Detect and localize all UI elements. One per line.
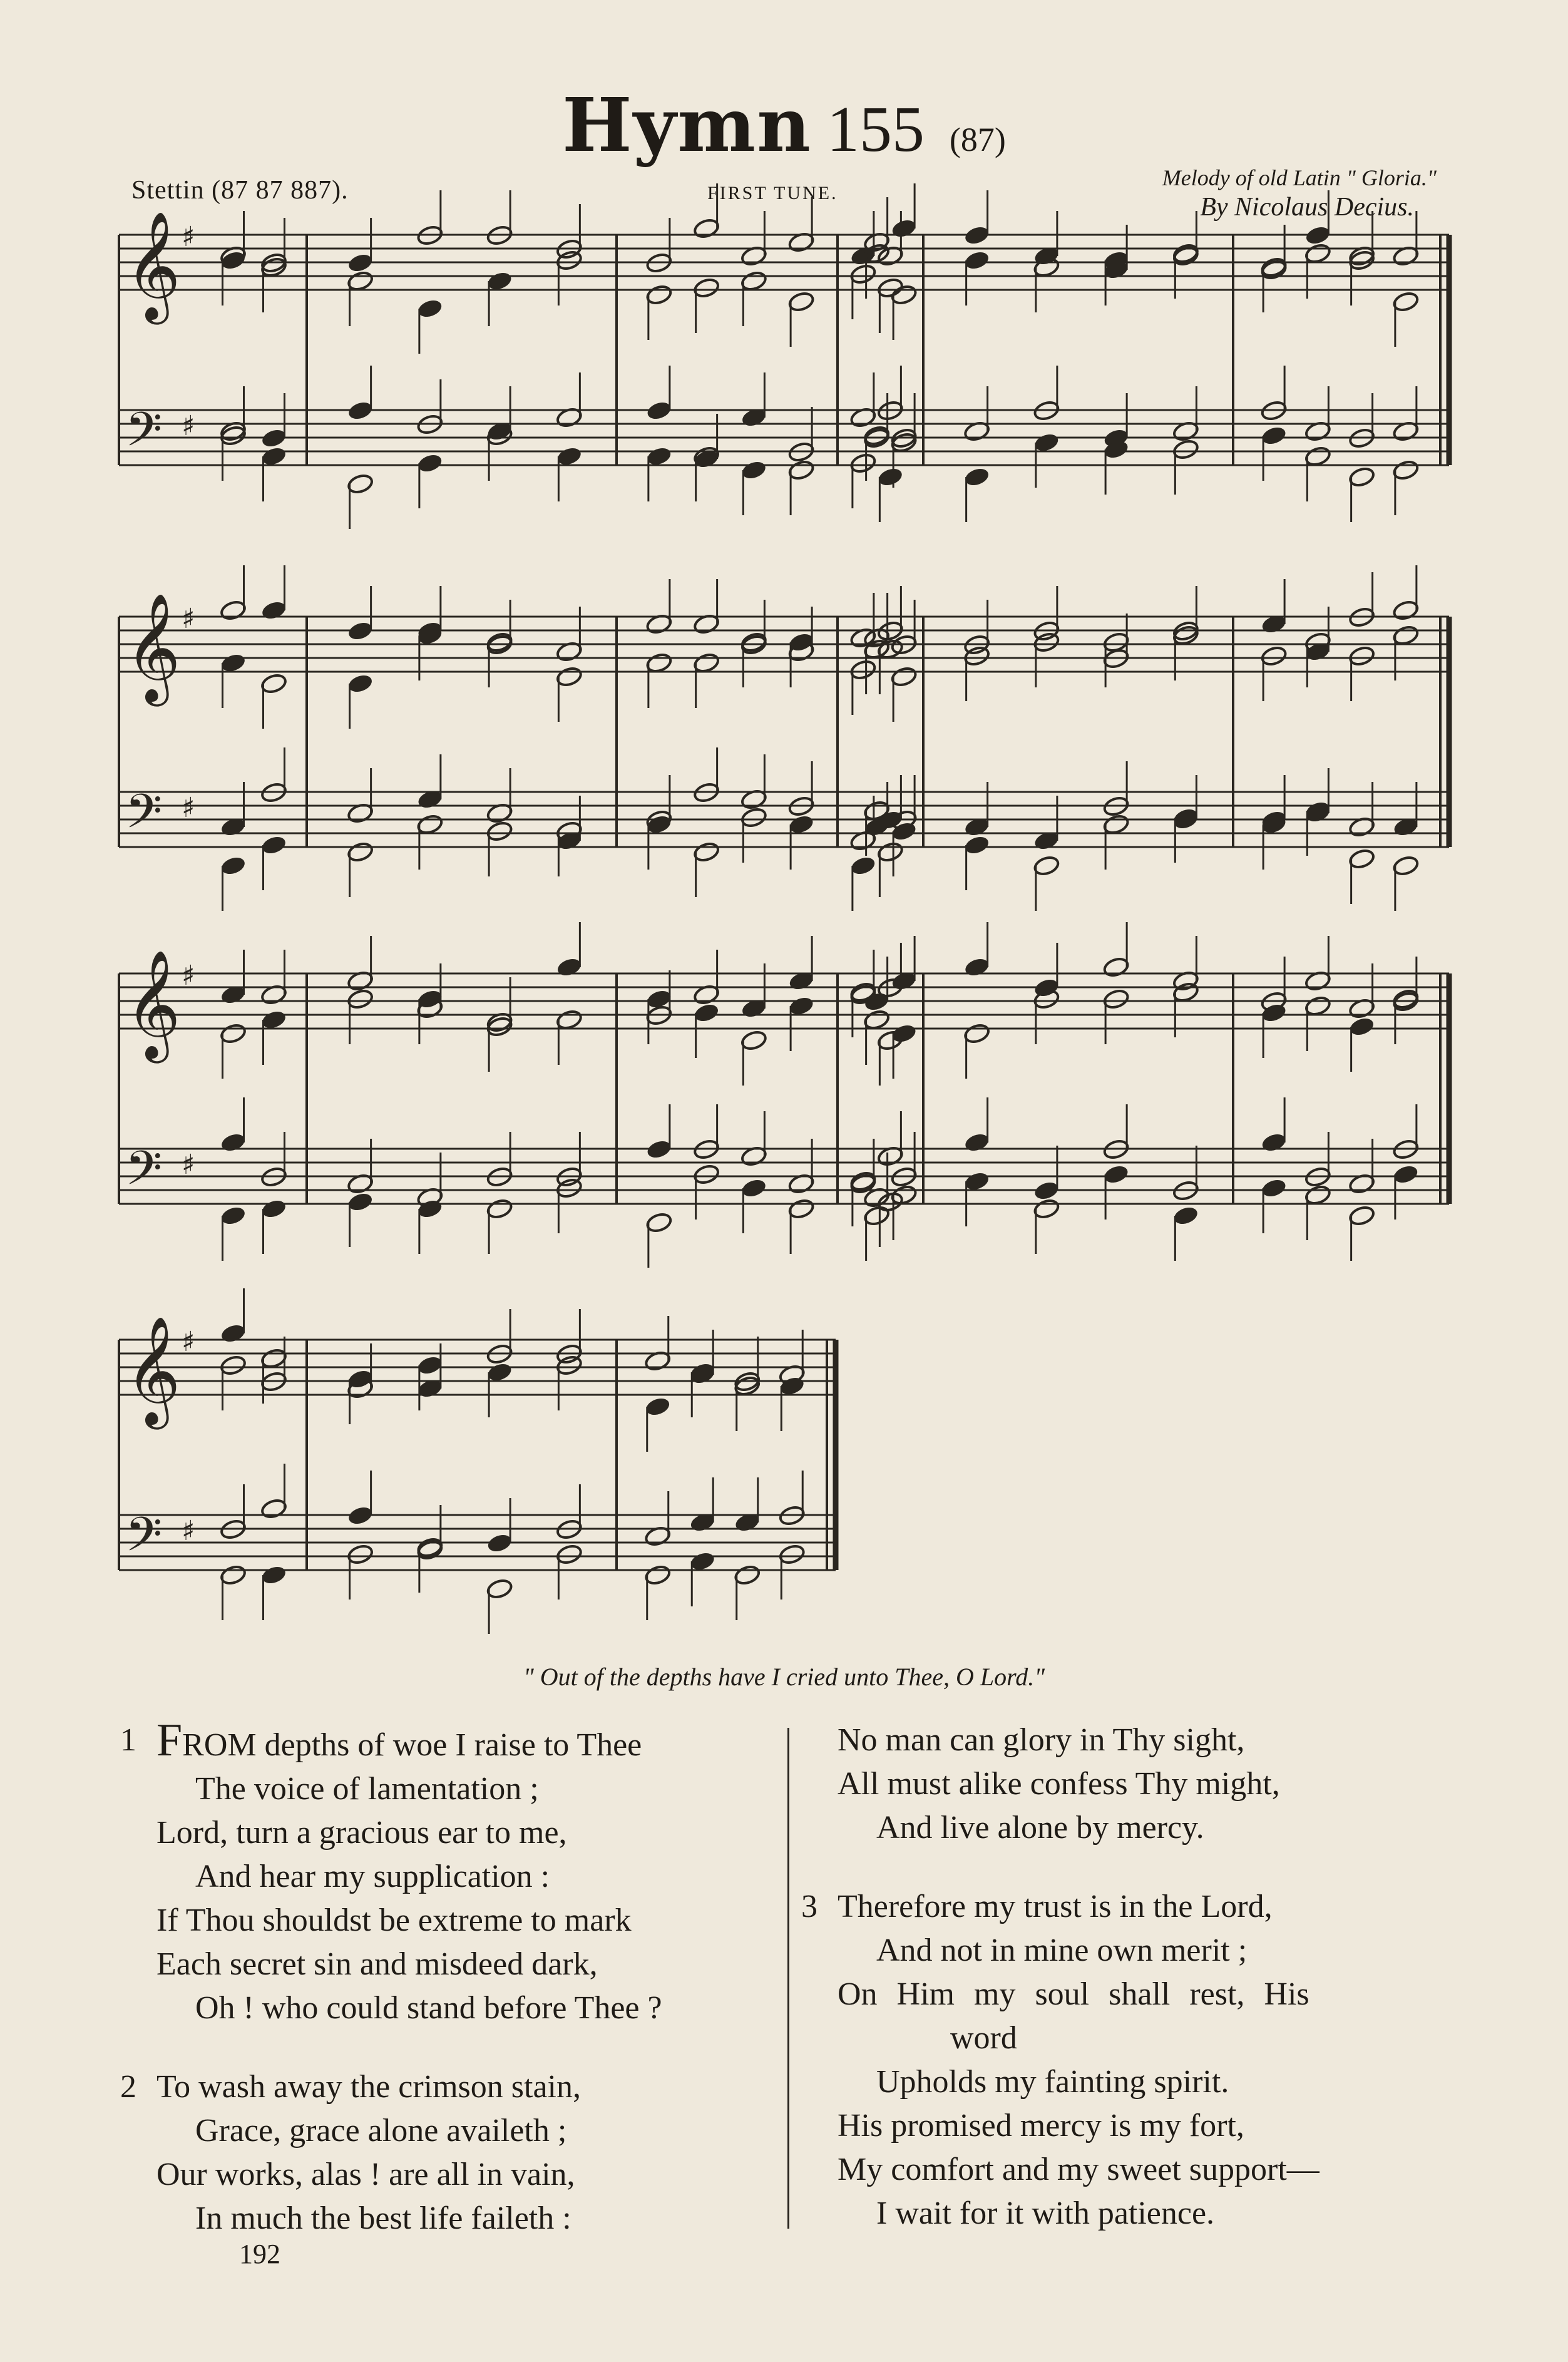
note-head: [1304, 1184, 1331, 1206]
note-head: [1102, 631, 1130, 654]
note-head: [1260, 645, 1288, 667]
column-divider: [787, 1728, 789, 2229]
note-head: [1304, 995, 1331, 1017]
note-head: [347, 1543, 374, 1566]
note-head: [1392, 1163, 1420, 1186]
note-head: [555, 1177, 583, 1199]
note-head: [1033, 1198, 1060, 1220]
note-head: [734, 1564, 761, 1586]
note-head: [963, 1022, 991, 1045]
drop-capital: F: [156, 1715, 183, 1766]
note-head: [220, 1131, 247, 1154]
note-head: [778, 1543, 806, 1566]
note-head: [693, 841, 720, 863]
note-head: [555, 665, 583, 688]
verse-line: In much the best life faileth :: [195, 2200, 571, 2236]
note-head: [849, 855, 877, 877]
note-head: [645, 284, 673, 306]
note-head: [689, 1550, 716, 1573]
note-head: [416, 452, 444, 475]
note-head: [220, 1322, 247, 1345]
note-head: [787, 813, 815, 836]
note-head: [849, 659, 877, 681]
page-number: 192: [239, 2239, 280, 2269]
note-head: [555, 445, 583, 468]
note-head: [486, 1532, 513, 1554]
note-head: [486, 1361, 513, 1384]
verse-line: And hear my supplication :: [195, 1859, 550, 1894]
note-head: [347, 1504, 374, 1527]
treble-staff: [119, 235, 1449, 290]
note-head: [876, 841, 904, 863]
key-signature-sharp-icon: ♯: [182, 1326, 195, 1358]
note-head: [260, 1564, 288, 1586]
note-head: [787, 995, 815, 1017]
note-head: [863, 1009, 891, 1031]
note-head: [645, 445, 673, 468]
key-signature-sharp-icon: ♯: [182, 792, 195, 824]
note-head: [740, 806, 767, 829]
note-head: [644, 1395, 672, 1418]
verse-line: Our works, alas ! are all in vain,: [156, 2157, 575, 2192]
verse-line: All must alike confess Thy might,: [838, 1766, 1280, 1802]
note-head: [645, 652, 673, 674]
note-head: [260, 834, 288, 856]
note-head: [260, 1198, 288, 1220]
note-head: [347, 1191, 374, 1213]
note-head: [787, 1198, 815, 1220]
note-head: [1172, 981, 1199, 1004]
note-head: [1392, 988, 1420, 1010]
note-head: [740, 270, 767, 292]
note-head: [1033, 855, 1060, 877]
note-head: [1392, 855, 1420, 877]
key-signature-sharp-icon: ♯: [182, 410, 195, 442]
note-head: [347, 620, 374, 642]
stanza-3: [801, 1885, 1463, 2236]
note-head: [347, 270, 374, 292]
note-head: [220, 1022, 247, 1045]
stanza-2: [120, 2065, 782, 2241]
note-head: [740, 459, 767, 481]
epigraph: " Out of the depths have I cried unto Thee, O Lord.": [523, 1663, 1045, 1691]
note-head: [787, 290, 815, 313]
verse-line: Lord, turn a gracious ear to me,: [156, 1815, 567, 1851]
note-head: [555, 249, 583, 272]
note-head: [1348, 645, 1376, 667]
note-head: [347, 988, 374, 1010]
composer: By Nicolaus Decius.: [1200, 193, 1414, 222]
note-head: [1102, 813, 1130, 836]
note-head: [890, 217, 918, 240]
note-head: [693, 652, 720, 674]
note-head: [1304, 445, 1331, 468]
hymn-number: 155: [826, 93, 925, 165]
note-head: [740, 1029, 767, 1052]
verse-line: word: [950, 2020, 1017, 2056]
note-head: [416, 297, 444, 320]
bass-clef-icon: 𝄢: [125, 402, 163, 469]
verse-line: Oh ! who could stand before Thee ?: [195, 1990, 662, 2026]
note-head: [645, 1138, 673, 1161]
treble-staff: [119, 1340, 836, 1395]
note-head: [890, 1022, 918, 1045]
treble-clef-icon: 𝄞: [125, 950, 181, 1059]
stanza-number: 3: [801, 1889, 817, 1924]
note-head: [555, 1354, 583, 1377]
note-head: [416, 813, 444, 836]
note-head: [1392, 624, 1420, 647]
note-head: [1348, 848, 1376, 870]
note-head: [347, 252, 374, 274]
note-head: [645, 1211, 673, 1234]
note-head: [1392, 459, 1420, 481]
note-head: [555, 1543, 583, 1566]
note-head: [863, 1204, 891, 1227]
note-head: [260, 1497, 288, 1520]
note-head: [555, 1009, 583, 1031]
bass-staff: [119, 1149, 1449, 1204]
stanza-2-continued: [838, 1718, 1463, 1850]
note-head: [486, 1578, 513, 1600]
note-head: [486, 1198, 513, 1220]
note-head: [693, 277, 720, 299]
note-head: [486, 820, 513, 843]
verse-line: Upholds my fainting spirit.: [876, 2064, 1229, 2100]
note-head: [890, 665, 918, 688]
key-signature-sharp-icon: ♯: [182, 603, 195, 635]
stanza-number: 2: [120, 2069, 136, 2105]
note-head: [260, 672, 288, 695]
note-head: [1304, 242, 1331, 265]
note-head: [347, 399, 374, 422]
note-head: [693, 1002, 720, 1024]
note-head: [260, 445, 288, 468]
tune-name: Stettin (87 87 887).: [131, 176, 349, 205]
bass-clef-icon: 𝄢: [125, 1507, 163, 1574]
note-head: [849, 1170, 877, 1193]
treble-clef-icon: 𝄞: [125, 1316, 181, 1425]
tune-label: FIRST TUNE.: [707, 183, 838, 203]
note-head: [347, 473, 374, 495]
hymn-meter-ref: (87): [949, 121, 1006, 158]
bass-clef-icon: 𝄢: [125, 1141, 163, 1208]
verse-column-right: [801, 1718, 1463, 2236]
note-head: [963, 249, 991, 272]
note-head: [416, 1354, 444, 1377]
note-head: [1102, 988, 1130, 1010]
note-head: [1033, 1179, 1060, 1202]
note-head: [863, 424, 891, 447]
note-head: [220, 1354, 247, 1377]
note-head: [1102, 956, 1130, 978]
verse-line: On Him my soul shall rest, His: [838, 1976, 1309, 2012]
note-head: [876, 466, 904, 488]
note-head: [740, 631, 767, 654]
note-head: [220, 599, 247, 622]
note-head: [1172, 242, 1199, 265]
note-head: [963, 466, 991, 488]
treble-clef-icon: 𝄞: [125, 211, 181, 320]
note-head: [963, 224, 991, 247]
verse-line: Each secret sin and misdeed dark,: [156, 1946, 598, 1982]
note-head: [1033, 631, 1060, 654]
note-head: [849, 263, 877, 285]
melody-source: Melody of old Latin " Gloria.": [1162, 165, 1437, 190]
note-head: [693, 217, 720, 240]
verse-line: My comfort and my sweet support—: [838, 2152, 1319, 2187]
note-head: [416, 1536, 444, 1559]
note-head: [849, 452, 877, 475]
note-head: [1260, 1177, 1288, 1199]
note-head: [220, 1564, 247, 1586]
note-head: [963, 834, 991, 856]
note-head: [1172, 438, 1199, 461]
note-head: [1260, 1131, 1288, 1154]
treble-staff: [119, 973, 1449, 1029]
stanza-1: [120, 1715, 782, 2030]
note-head: [1392, 599, 1420, 622]
key-signature-sharp-icon: ♯: [182, 1149, 195, 1181]
note-head: [486, 631, 513, 654]
note-head: [347, 841, 374, 863]
note-head: [1260, 424, 1288, 447]
note-head: [220, 1204, 247, 1227]
stanza-number: 1: [120, 1722, 136, 1758]
note-head: [890, 284, 918, 306]
note-head: [347, 672, 374, 695]
verse-line: [156, 1715, 782, 1767]
verse-line: To wash away the crimson stain,: [156, 2069, 581, 2105]
treble-clef-icon: 𝄞: [125, 593, 181, 702]
key-signature-sharp-icon: ♯: [182, 221, 195, 253]
note-head: [220, 652, 247, 674]
hymn-title: Hymn: [562, 81, 812, 168]
note-head: [963, 645, 991, 667]
verse-line-text: ROM depths of woe I raise to Thee: [182, 1727, 642, 1763]
note-head: [863, 990, 891, 1013]
note-head: [645, 399, 673, 422]
note-head: [220, 855, 247, 877]
note-head: [963, 1170, 991, 1193]
verse-line: No man can glory in Thy sight,: [838, 1722, 1245, 1758]
key-signature-sharp-icon: ♯: [182, 1515, 195, 1547]
note-head: [876, 1191, 904, 1213]
note-head: [260, 1009, 288, 1031]
note-head: [1348, 1204, 1376, 1227]
note-head: [1102, 1163, 1130, 1186]
note-head: [1172, 1204, 1199, 1227]
verse-line: And not in mine own merit ;: [876, 1933, 1248, 1968]
note-head: [555, 956, 583, 978]
note-head: [1348, 1015, 1376, 1038]
note-head: [693, 1163, 720, 1186]
note-head: [260, 599, 288, 622]
note-head: [787, 459, 815, 481]
verse-line: If Thou shouldst be extreme to mark: [156, 1902, 632, 1938]
verse-line: I wait for it with patience.: [876, 2195, 1215, 2231]
bass-clef-icon: 𝄢: [125, 784, 163, 851]
note-head: [1348, 466, 1376, 488]
note-head: [1304, 224, 1331, 247]
note-head: [486, 270, 513, 292]
note-head: [260, 1347, 288, 1370]
column-divider-end: [787, 2204, 789, 2224]
note-head: [260, 427, 288, 449]
note-head: [644, 1564, 672, 1586]
verse-line: His promised mercy is my fort,: [838, 2108, 1244, 2144]
bass-staff: [119, 792, 1449, 847]
bass-staff: [119, 410, 1449, 465]
treble-staff: [119, 617, 1449, 672]
verse-line: Therefore my trust is in the Lord,: [838, 1889, 1273, 1924]
note-head: [890, 1184, 918, 1206]
note-head: [863, 242, 891, 265]
verse-line: Grace, grace alone availeth ;: [195, 2113, 567, 2149]
note-head: [963, 956, 991, 978]
verse-column-left: [120, 1715, 782, 2241]
note-head: [963, 1131, 991, 1154]
note-head: [645, 988, 673, 1010]
note-head: [1392, 290, 1420, 313]
note-head: [1260, 256, 1288, 279]
key-signature-sharp-icon: ♯: [182, 960, 195, 992]
verse-line: The voice of lamentation ;: [195, 1771, 539, 1807]
verse-line: And live alone by mercy.: [876, 1810, 1204, 1846]
note-head: [1033, 431, 1060, 454]
note-head: [740, 1177, 767, 1199]
